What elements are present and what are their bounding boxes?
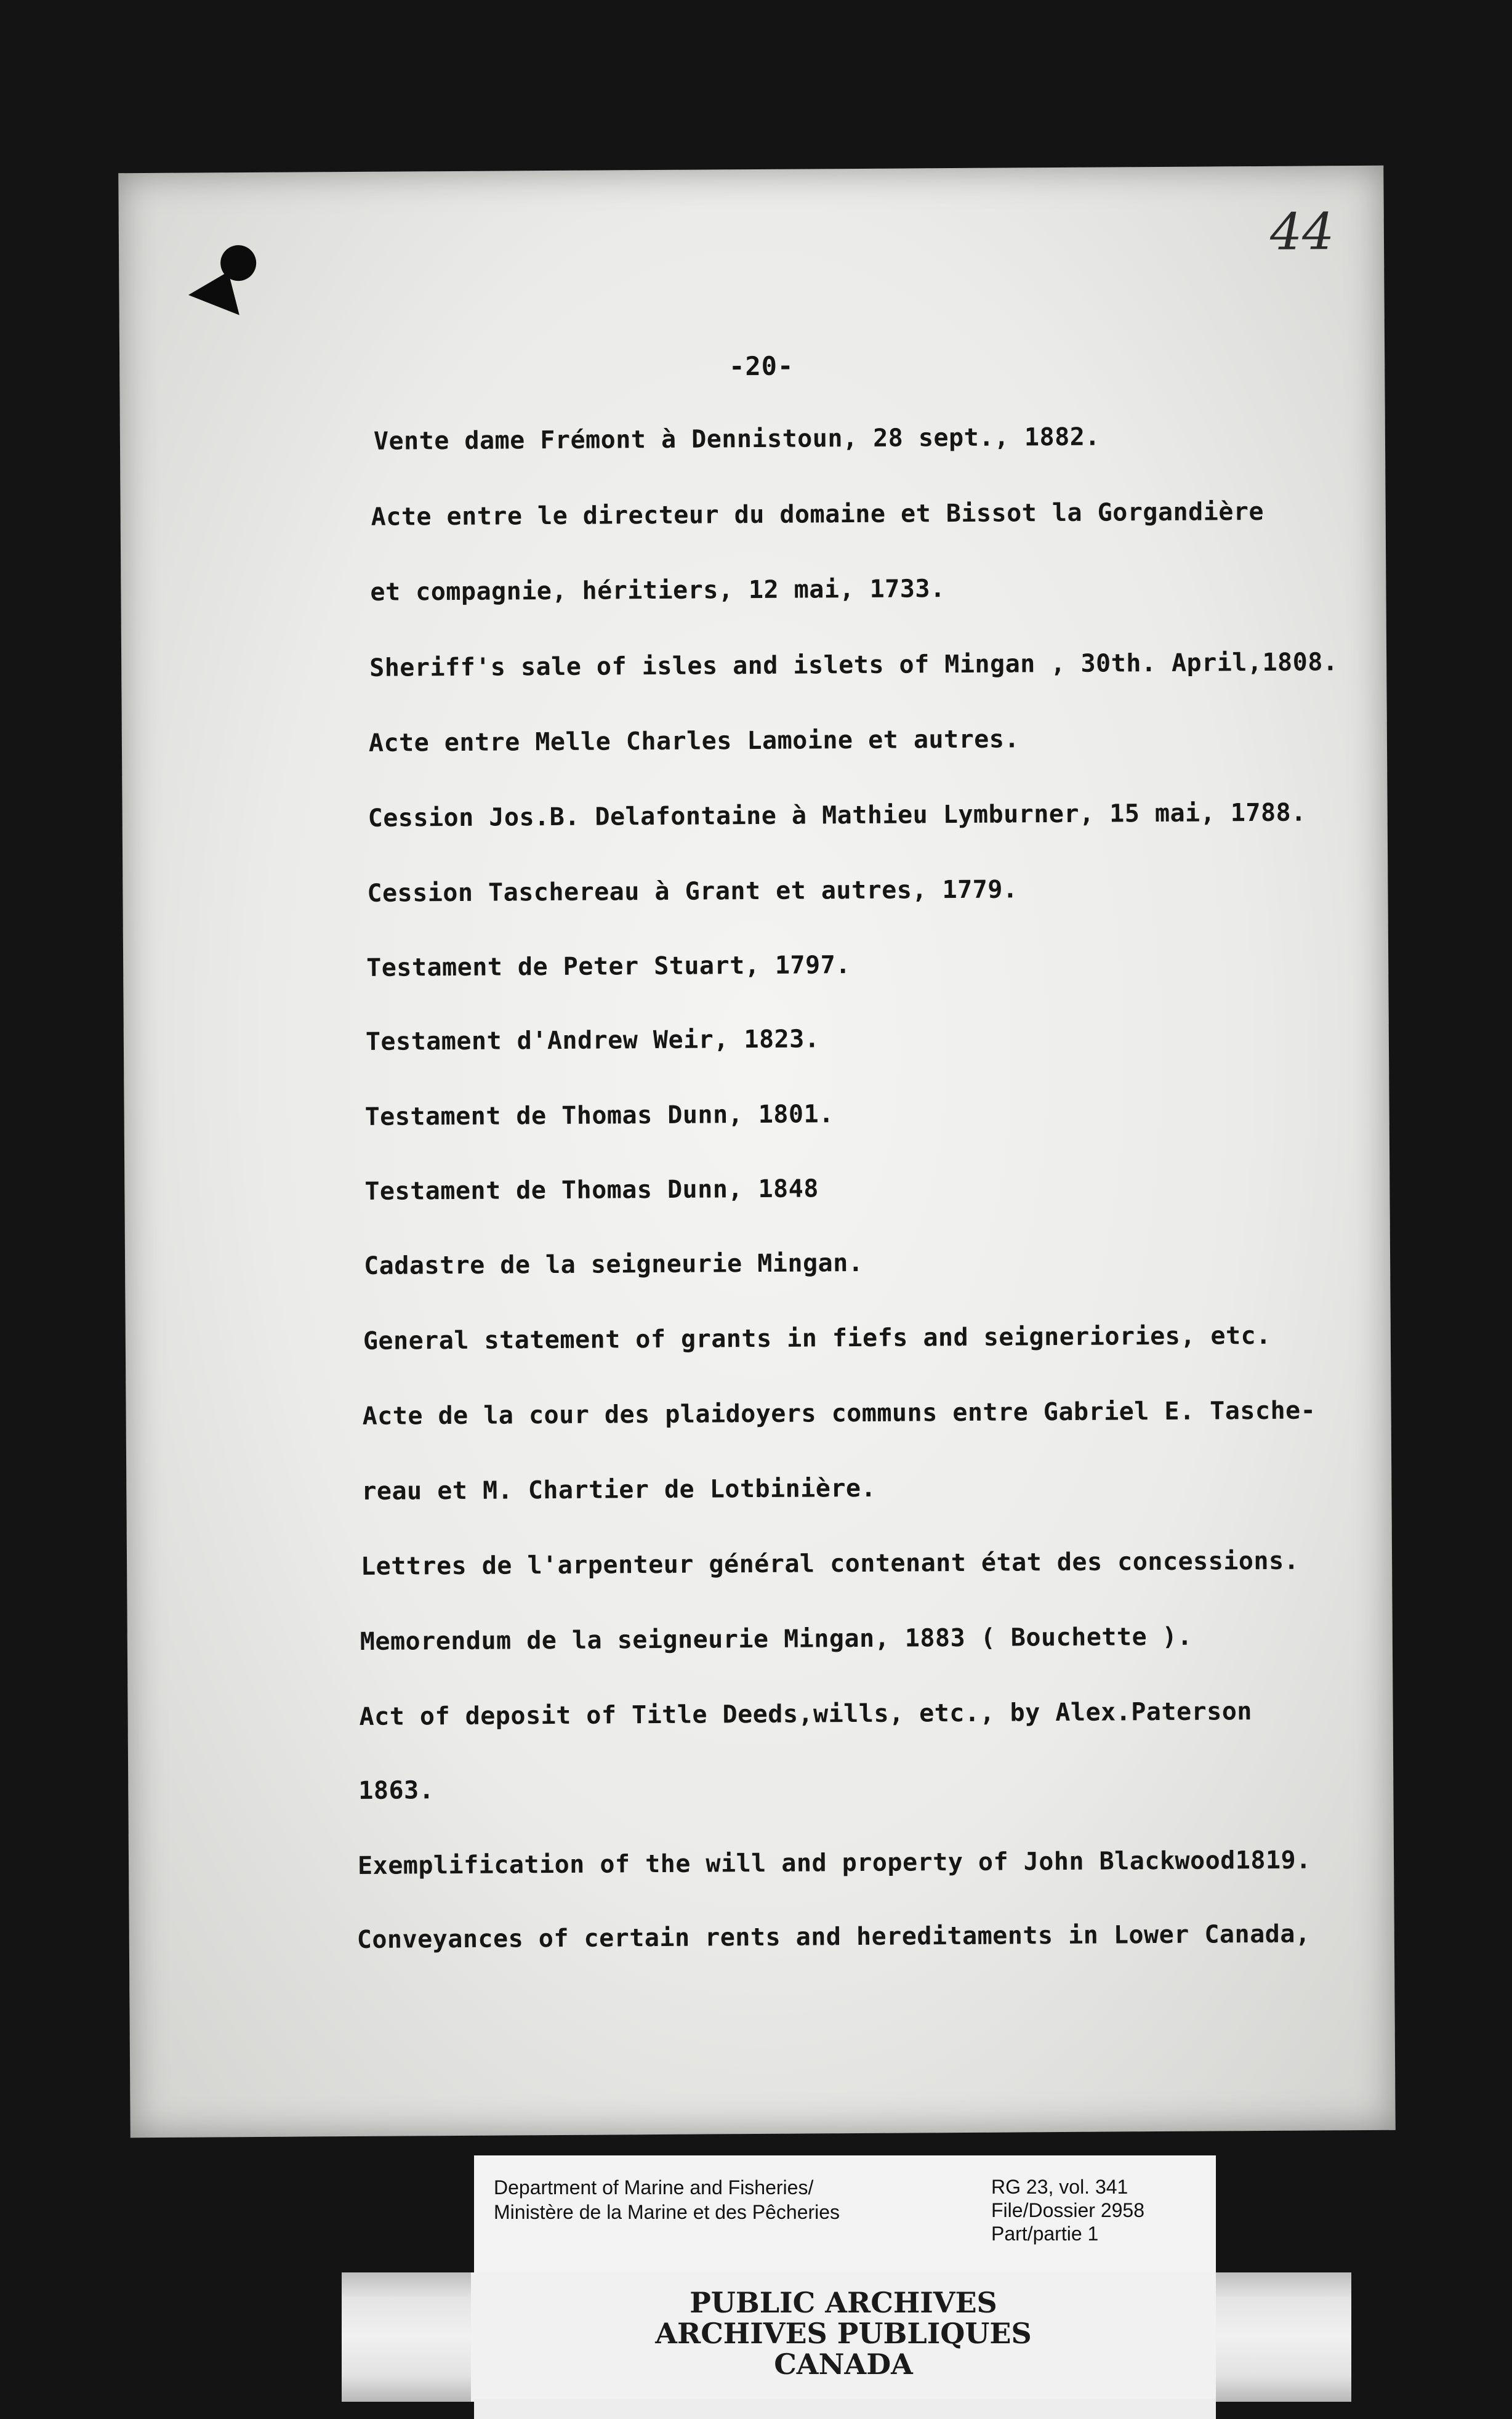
document-line: Acte entre Melle Charles Lamoine et autres. — [368, 725, 1020, 757]
document-line: Testament d'Andrew Weir, 1823. — [365, 1025, 820, 1056]
document-line: Cession Taschereau à Grant et autres, 1779. — [367, 875, 1018, 908]
document-line: et compagnie, héritiers, 12 mai, 1733. — [370, 575, 946, 607]
page-number: -20- — [728, 350, 794, 382]
document-lines — [118, 166, 1395, 2138]
document-line: Conveyances of certain rents and hereditaments in Lower Canada, — [356, 1920, 1311, 1954]
stamp-line-canada: CANADA — [774, 2348, 913, 2381]
document-line: Testament de Peter Stuart, 1797. — [366, 951, 851, 982]
document-line: Cadastre de la seigneurie Mingan. — [363, 1248, 864, 1280]
document-line: General statement of grants in fiefs and seigneriories, etc. — [363, 1321, 1271, 1355]
document-line: Sheriff's sale of isles and islets of Mingan , 30th. April,1808. — [369, 648, 1338, 682]
folio-number: 44 — [1269, 203, 1335, 262]
document-line: Lettres de l'arpenteur général contenant état des concessions. — [360, 1546, 1300, 1581]
archives-stamp — [342, 2272, 1351, 2402]
stamp-panel — [471, 2272, 1216, 2402]
stamp-line-archives-publiques: ARCHIVES PUBLIQUES — [655, 2317, 1032, 2350]
document-line: Vente dame Frémont à Dennistoun, 28 sept., 1882. — [373, 422, 1100, 456]
document-line: Acte entre le directeur du domaine et Bissot la Gorgandière — [371, 497, 1265, 531]
document-line: Act of deposit of Title Deeds,wills, etc., by Alex.Paterson — [359, 1697, 1253, 1731]
document-line: reau et M. Chartier de Lotbinière. — [361, 1474, 877, 1506]
reference-block — [991, 2175, 1144, 2245]
department-block — [494, 2175, 840, 2224]
document-line: Memorendum de la seigneurie Mingan, 1883 ( Bouchette ). — [360, 1622, 1192, 1656]
archive-label — [474, 2155, 1216, 2276]
file-dossier: File/Dossier 2958 — [991, 2199, 1144, 2221]
document-line: 1863. — [358, 1776, 435, 1805]
department-french: Ministère de la Marine et des Pêcheries — [494, 2201, 840, 2223]
document-page — [118, 166, 1395, 2138]
document-line: Cession Jos.B. Delafontaine à Mathieu Lymburner, 15 mai, 1788. — [368, 798, 1306, 833]
department-english: Department of Marine and Fisheries/ — [494, 2176, 814, 2199]
document-line: Exemplification of the will and property of John Blackwood1819. — [357, 1846, 1311, 1880]
document-line: Testament de Thomas Dunn, 1848 — [364, 1174, 819, 1206]
stamp-line-public-archives: PUBLIC ARCHIVES — [690, 2286, 997, 2319]
part-partie: Part/partie 1 — [991, 2223, 1099, 2245]
document-line: Acte de la cour des plaidoyers communs entre Gabriel E. Tasche- — [362, 1396, 1316, 1431]
document-line: Testament de Thomas Dunn, 1801. — [364, 1100, 834, 1131]
record-group-reference: RG 23, vol. 341 — [991, 2176, 1128, 2198]
bottom-strip — [474, 2399, 1216, 2419]
